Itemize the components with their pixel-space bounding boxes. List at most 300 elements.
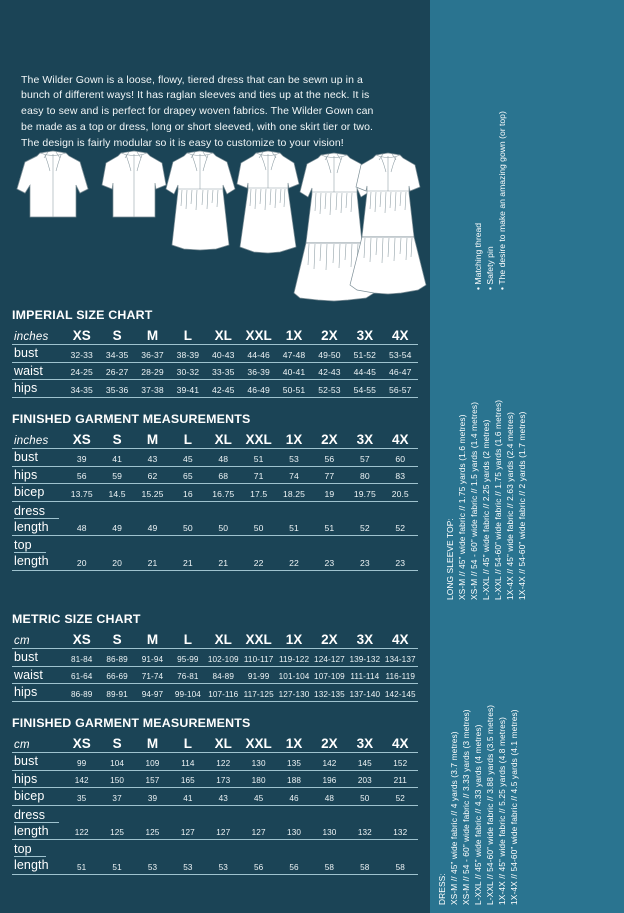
cell: 71-74 [135,666,170,684]
long-sleeve-top-heading [446,518,454,600]
cell: 53 [170,857,205,874]
cell: 99-104 [170,684,205,702]
row-label-dress [12,805,418,823]
size-header-xxl: XXL [241,630,276,649]
table-row [12,649,418,667]
fabric-requirement: 1X-4X // 54-60” wide fabric // 4.5 yards (4.1 metres) [509,709,519,905]
cell: 211 [383,770,418,788]
cell: 135 [276,753,311,771]
cell: 142 [312,753,347,771]
cell: 74 [276,466,311,484]
list-item: • Matching thread [473,222,483,290]
cell: 57 [347,449,382,467]
table-row [12,449,418,467]
dress-line-2 [462,709,470,905]
cell: 44-45 [347,362,382,380]
cell: 134-137 [383,649,418,667]
imperial-size-chart-table [12,326,418,398]
cell: 86-89 [99,649,134,667]
cell: 44-46 [241,345,276,363]
fabric-requirement: 1X-4X // 45” wide fabric // 5.25 yards (4.8 metres) [497,716,507,905]
row-label-top-length: length [12,857,64,874]
size-header-l: L [170,326,205,345]
cell: 122 [64,823,99,840]
notions-list-item-3 [498,111,507,290]
cell: 132-135 [312,684,347,702]
table-header-row [12,430,418,449]
cell: 13.75 [64,484,99,502]
long-sleeve-top-line-2 [470,402,478,600]
cell: 130 [276,823,311,840]
fabric-requirement: 1X-4X // 45” wide fabric // 2.63 yards (2.4 metres) [505,411,515,600]
cell: 24-25 [64,362,99,380]
row-label-waist: waist [12,362,64,380]
long-sleeve-top-line-5 [506,412,514,600]
row-label-bust: bust [12,345,64,363]
cell: 180 [241,770,276,788]
cell: 23 [347,553,382,570]
cell: 130 [312,823,347,840]
cell: 22 [276,553,311,570]
size-header-xxl: XXL [241,734,276,753]
right-panel [430,0,624,913]
cell: 21 [135,553,170,570]
cell: 49 [135,519,170,536]
table-row [12,553,418,570]
cell: 46-47 [383,362,418,380]
size-header-xl: XL [206,630,241,649]
table-row [12,788,418,806]
size-header-l: L [170,430,205,449]
imperial-size-chart-block [12,308,418,398]
unit-label: cm [12,630,64,649]
list-item: • The desire to make an amazing gown (or top) [497,111,507,290]
notion-label: The desire to make an amazing gown (or top) [497,111,507,285]
size-header-1x: 1X [276,326,311,345]
row-label-hips: hips [12,770,64,788]
cell: 51 [64,857,99,874]
cell: 46-49 [241,380,276,398]
table-row [12,519,418,536]
cell: 127 [241,823,276,840]
size-header-4x: 4X [383,630,418,649]
size-header-s: S [99,326,134,345]
cell: 48 [206,449,241,467]
imperial-finished-title: FINISHED GARMENT MEASUREMENTS [12,412,251,426]
cell: 203 [347,770,382,788]
cell: 41 [170,788,205,806]
cell: 51-52 [347,345,382,363]
cell: 107-116 [206,684,241,702]
cell: 41 [99,449,134,467]
cell: 80 [347,466,382,484]
size-header-3x: 3X [347,430,382,449]
row-label-bicep: bicep [12,484,64,502]
cell: 196 [312,770,347,788]
cell: 52 [383,788,418,806]
cell: 33-35 [206,362,241,380]
fabric-requirement: L-XXL // 45” wide fabric // 4.33 yards (4 metres) [473,724,483,905]
cell: 49-50 [312,345,347,363]
fabric-requirement: 1X-4X // 54-60” wide fabric // 2 yards (1.7 metres) [517,411,527,600]
heading-text: DRESS: [437,873,447,905]
cell: 142 [64,770,99,788]
cell: 20 [64,553,99,570]
size-header-s: S [99,630,134,649]
cell: 107-109 [312,666,347,684]
cell: 32-33 [64,345,99,363]
intro-paragraph: The Wilder Gown is a loose, flowy, tiered dress that can be sewn up in a bunch of different ways! It has raglan sleeves and ties up at the neck. It is easy to sew and is perfect for drapey woven fabrics. The Wilder Gown can be made as a top or dress, long or short sleeved, with one skirt tier or two. The design is fairly modular so it is easy to customize to your vision! [21,73,374,150]
fabric-requirement: L-XXL // 54-60” wide fabric // 3.88 yards (3.5 metres) [485,704,495,905]
cell: 71 [241,466,276,484]
cell: 38-39 [170,345,205,363]
cell: 132 [383,823,418,840]
dress-line-6 [510,709,518,905]
size-header-l: L [170,630,205,649]
metric-finished-table [12,734,418,875]
cell: 130 [241,753,276,771]
cell: 35 [64,788,99,806]
cell: 65 [170,466,205,484]
cell: 91-99 [241,666,276,684]
row-label-continuation [12,501,418,519]
row-label-bicep: bicep [12,788,64,806]
table-row [12,770,418,788]
size-header-m: M [135,734,170,753]
cell: 23 [312,553,347,570]
cell: 49 [99,519,134,536]
cell: 37-38 [135,380,170,398]
cell: 37 [99,788,134,806]
fabric-requirement: XS-M // 45” wide fabric // 1.75 yards (1.6 metres) [457,414,467,600]
cell: 40-43 [206,345,241,363]
notion-label: Matching thread [473,222,483,285]
cell: 15.25 [135,484,170,502]
size-header-m: M [135,630,170,649]
cell: 122 [206,753,241,771]
cell: 30-32 [170,362,205,380]
table-row [12,684,418,702]
cell: 36-37 [135,345,170,363]
cell: 56 [276,857,311,874]
cell: 104 [99,753,134,771]
table-row [12,753,418,771]
row-label-top-text: top [14,539,46,553]
cell: 48 [64,519,99,536]
cell: 116-119 [383,666,418,684]
cell: 16 [170,484,205,502]
cell: 125 [99,823,134,840]
size-header-xxl: XXL [241,430,276,449]
table-header-row [12,326,418,345]
row-label-top-text: top [14,843,46,857]
cell: 45 [170,449,205,467]
cell: 56-57 [383,380,418,398]
cell: 47-48 [276,345,311,363]
cell: 127 [170,823,205,840]
cell: 17.5 [241,484,276,502]
row-label-top-length: length [12,553,64,570]
fabric-requirement: L-XXL // 45” wide fabric // 2.25 yards (2 metres) [481,419,491,600]
cell: 52 [383,519,418,536]
figure-short-sleeve-dress-two-tier [346,151,432,295]
cell: 95-99 [170,649,205,667]
cell: 22 [241,553,276,570]
cell: 86-89 [64,684,99,702]
cell: 51 [312,519,347,536]
cell: 51 [241,449,276,467]
cell: 36-39 [241,362,276,380]
cell: 152 [383,753,418,771]
cell: 45 [241,788,276,806]
list-item: • Safety pin [485,246,495,290]
size-header-3x: 3X [347,630,382,649]
table-row [12,466,418,484]
cell: 117-125 [241,684,276,702]
unit-label: inches [12,430,64,449]
row-label-top [12,536,418,554]
size-header-xs: XS [64,734,99,753]
metric-size-chart-title: METRIC SIZE CHART [12,612,141,626]
garment-illustrations [6,150,430,305]
cell: 173 [206,770,241,788]
dress-line-3 [474,724,482,905]
cell: 50 [241,519,276,536]
size-header-s: S [99,430,134,449]
row-label-top [12,840,418,858]
size-header-xl: XL [206,326,241,345]
table-row [12,345,418,363]
cell: 165 [170,770,205,788]
cell: 14.5 [99,484,134,502]
cell: 157 [135,770,170,788]
notion-label: Safety pin [485,246,495,285]
cell: 58 [347,857,382,874]
cell: 52-53 [312,380,347,398]
cell: 51 [99,857,134,874]
cell: 101-104 [276,666,311,684]
size-header-s: S [99,734,134,753]
cell: 119-122 [276,649,311,667]
cell: 91-94 [135,649,170,667]
size-header-xs: XS [64,630,99,649]
size-header-2x: 2X [312,734,347,753]
size-header-xs: XS [64,326,99,345]
cell: 68 [206,466,241,484]
long-sleeve-top-line-1 [458,414,466,600]
metric-size-chart-block [12,612,418,702]
cell: 62 [135,466,170,484]
notions-list [474,223,483,290]
long-sleeve-top-line-4 [494,400,502,600]
dress-line-1 [450,731,458,905]
size-header-1x: 1X [276,430,311,449]
cell: 39 [135,788,170,806]
size-header-xs: XS [64,430,99,449]
cell: 52 [347,519,382,536]
row-label-continuation [12,840,418,858]
size-header-2x: 2X [312,326,347,345]
cell: 46 [276,788,311,806]
size-header-l: L [170,734,205,753]
size-header-1x: 1X [276,734,311,753]
cell: 132 [347,823,382,840]
cell: 34-35 [99,345,134,363]
cell: 56 [241,857,276,874]
dress-line-5 [498,717,506,905]
cell: 42-45 [206,380,241,398]
table-header-row [12,734,418,753]
cell: 19.75 [347,484,382,502]
row-label-bust: bust [12,449,64,467]
cell: 56 [64,466,99,484]
cell: 127-130 [276,684,311,702]
cell: 21 [170,553,205,570]
cell: 42-43 [312,362,347,380]
cell: 50 [170,519,205,536]
cell: 53-54 [383,345,418,363]
cell: 26-27 [99,362,134,380]
cell: 142-145 [383,684,418,702]
cell: 76-81 [170,666,205,684]
unit-label: inches [12,326,64,345]
cell: 124-127 [312,649,347,667]
size-header-2x: 2X [312,430,347,449]
unit-label: cm [12,734,64,753]
dress-heading [438,873,446,905]
row-label-continuation [12,805,418,823]
cell: 84-89 [206,666,241,684]
table-header-row [12,630,418,649]
cell: 102-109 [206,649,241,667]
fabric-requirement: L-XXL // 54-60” wide fabric // 1.75 yards (1.6 metres) [493,399,503,600]
size-header-4x: 4X [383,734,418,753]
cell: 34-35 [64,380,99,398]
cell: 83 [383,466,418,484]
cell: 127 [206,823,241,840]
cell: 19 [312,484,347,502]
table-row [12,857,418,874]
cell: 111-114 [347,666,382,684]
size-header-m: M [135,326,170,345]
heading-text: LONG SLEEVE TOP: [445,518,455,600]
cell: 53 [276,449,311,467]
fabric-requirement: XS-M // 54 - 60” wide fabric // 3.33 yards (3 metres) [461,709,471,905]
metric-finished-measurements-block [12,716,418,875]
cell: 81-84 [64,649,99,667]
size-header-m: M [135,430,170,449]
cell: 110-117 [241,649,276,667]
table-row [12,823,418,840]
cell: 58 [383,857,418,874]
cell: 50 [347,788,382,806]
size-header-xl: XL [206,734,241,753]
size-header-4x: 4X [383,430,418,449]
imperial-finished-measurements-block [12,412,418,571]
metric-size-chart-table [12,630,418,702]
cell: 60 [383,449,418,467]
table-row [12,380,418,398]
table-row [12,362,418,380]
cell: 23 [383,553,418,570]
dress-line-4 [486,705,494,905]
cell: 16.75 [206,484,241,502]
size-header-1x: 1X [276,630,311,649]
cell: 53 [206,857,241,874]
row-label-continuation [12,536,418,554]
cell: 18.25 [276,484,311,502]
cell: 39 [64,449,99,467]
row-label-hips: hips [12,380,64,398]
row-label-waist: waist [12,666,64,684]
long-sleeve-top-line-6 [518,412,526,601]
cell: 53 [135,857,170,874]
cell: 28-29 [135,362,170,380]
cell: 114 [170,753,205,771]
size-header-3x: 3X [347,326,382,345]
row-label-bust: bust [12,753,64,771]
figure-long-sleeve-top [10,149,96,227]
row-label-dress-text: dress [14,809,59,823]
cell: 50 [206,519,241,536]
imperial-size-chart-title: IMPERIAL SIZE CHART [12,308,153,322]
size-header-3x: 3X [347,734,382,753]
cell: 109 [135,753,170,771]
size-header-xxl: XXL [241,326,276,345]
cell: 50-51 [276,380,311,398]
cell: 150 [99,770,134,788]
cell: 66-69 [99,666,134,684]
cell: 20.5 [383,484,418,502]
cell: 35-36 [99,380,134,398]
row-label-dress-length: length [12,519,64,536]
table-row [12,666,418,684]
imperial-finished-table [12,430,418,571]
fabric-requirement: XS-M // 45” wide fabric // 4 yards (3.7 metres) [449,731,459,905]
cell: 137-140 [347,684,382,702]
size-header-4x: 4X [383,326,418,345]
cell: 139-132 [347,649,382,667]
cell: 94-97 [135,684,170,702]
row-label-hips: hips [12,466,64,484]
cell: 89-91 [99,684,134,702]
cell: 77 [312,466,347,484]
cell: 125 [135,823,170,840]
cell: 188 [276,770,311,788]
row-label-dress [12,501,418,519]
cell: 99 [64,753,99,771]
cell: 54-55 [347,380,382,398]
row-label-dress-text: dress [14,505,59,519]
fabric-requirement: XS-M // 54 - 60” wide fabric // 1.5 yards (1.4 metres) [469,401,479,600]
cell: 43 [206,788,241,806]
cell: 59 [99,466,134,484]
cell: 43 [135,449,170,467]
row-label-dress-length: length [12,823,64,840]
row-label-hips: hips [12,684,64,702]
size-header-xl: XL [206,430,241,449]
cell: 58 [312,857,347,874]
row-label-bust: bust [12,649,64,667]
long-sleeve-top-line-3 [482,419,490,600]
table-row [12,484,418,502]
metric-finished-title: FINISHED GARMENT MEASUREMENTS [12,716,251,730]
cell: 20 [99,553,134,570]
cell: 21 [206,553,241,570]
notions-list-item-2 [486,246,495,290]
cell: 40-41 [276,362,311,380]
cell: 51 [276,519,311,536]
